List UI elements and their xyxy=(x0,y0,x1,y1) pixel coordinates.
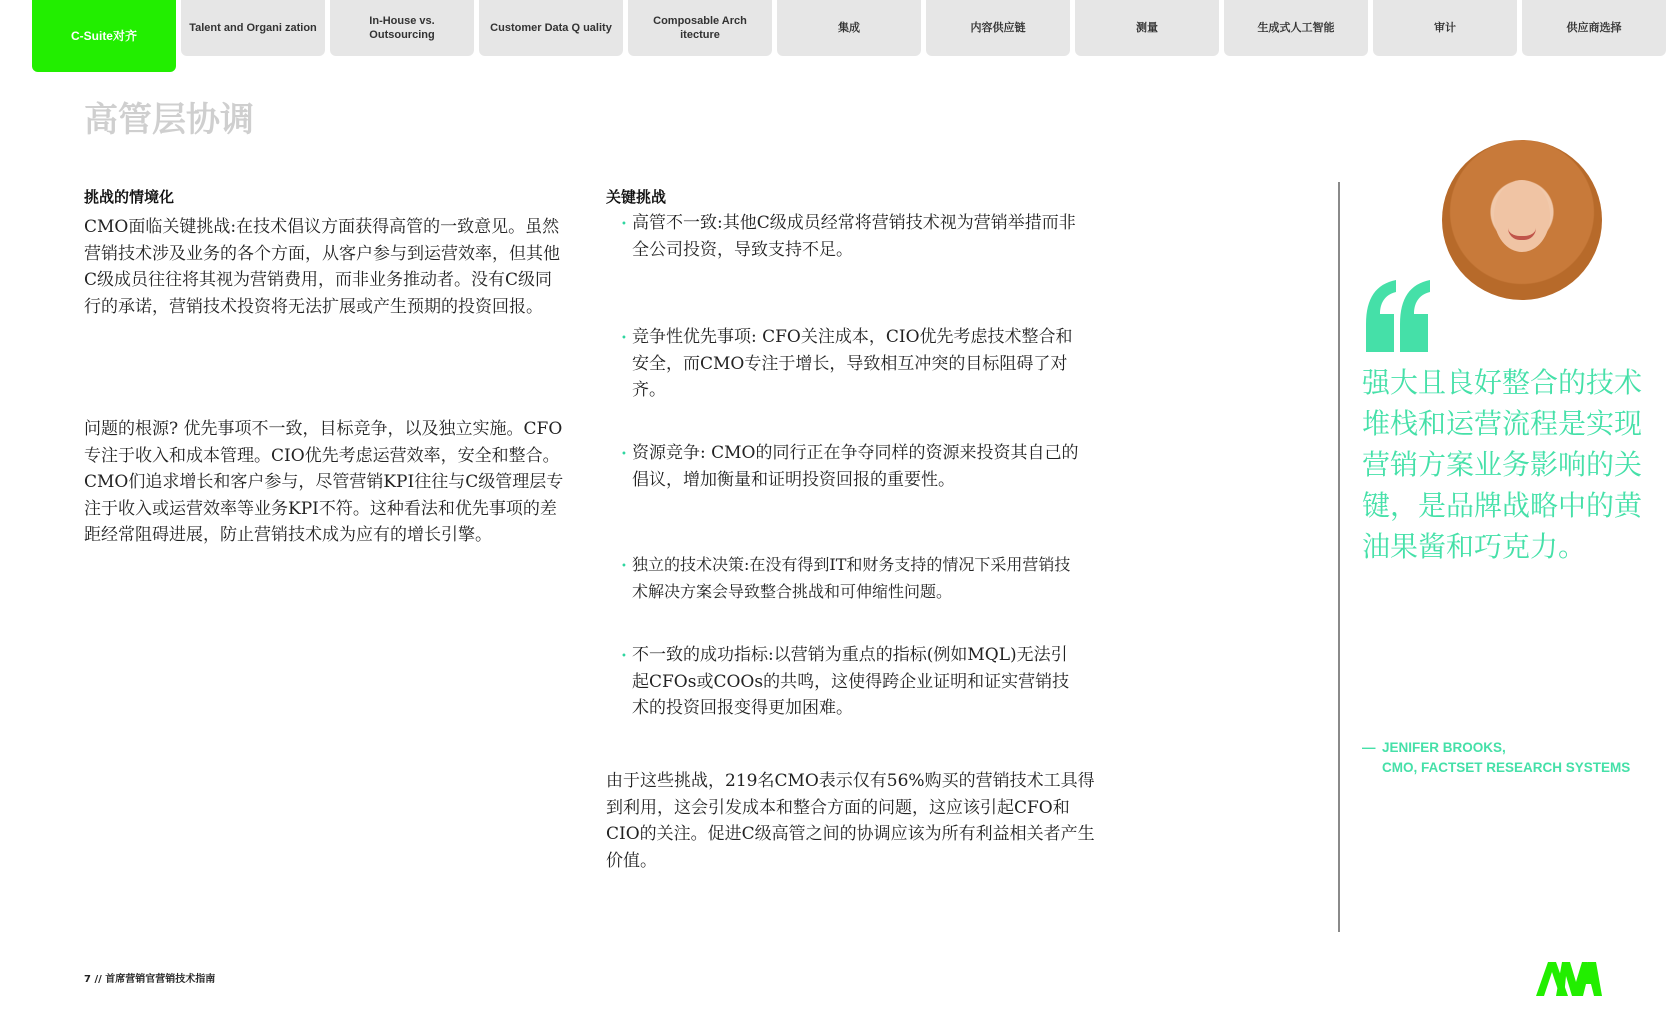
context-paragraph-2: 问题的根源? 优先事项不一致，目标竞争，以及独立实施。CFO专注于收入和成本管理。CIO优先考虑运营效率，安全和整合。 CMO们追求增长和客户参与，尽管营销KPI往往与C级管理层专注于收入或运营效率等业务KPI不符。这种看法和优先事项的差距经常阻碍进展，防止营销技术成为应有的增长引擎。 xyxy=(84,419,564,545)
quote-attribution xyxy=(1362,738,1630,778)
tab-measurement[interactable]: 测量 xyxy=(1075,0,1219,56)
tab-customer-data[interactable]: Customer Data Q uality xyxy=(479,0,623,56)
bullet-icon: • xyxy=(621,561,627,572)
tab-c-suite[interactable]: C-Suite对齐 xyxy=(32,0,176,72)
attribution-name: JENIFER BROOKS, xyxy=(1382,740,1506,755)
bullet-icon: • xyxy=(621,219,627,230)
section-tab-bar xyxy=(32,0,1654,72)
list-item: • 资源竞争: CMO的同行正在争夺同样的资源来投资其自己的倡议，增加衡量和证明投资回报的重要性。 xyxy=(621,443,1079,490)
bullet-icon: • xyxy=(621,333,627,344)
list-item: • 高管不一致:其他C级成员经常将营销技术视为营销举措而非全公司投资，导致支持不足。 xyxy=(621,213,1076,260)
tab-audit[interactable]: 审计 xyxy=(1373,0,1517,56)
page-title: 高管层协调 xyxy=(84,100,254,140)
tab-integration[interactable]: 集成 xyxy=(777,0,921,56)
list-item: • 独立的技术决策:在没有得到IT和财务支持的情况下采用营销技术解决方案会导致整合挑战和可伸缩性问题。 xyxy=(621,555,1071,601)
context-heading: 挑战的情境化 xyxy=(84,188,175,206)
list-item: • 竞争性优先事项: CFO关注成本，CIO优先考虑技术整合和安全，而CMO专注于增长，导致相互冲突的目标阻碍了对齐。 xyxy=(621,327,1073,400)
key-challenges-heading: 关键挑战 xyxy=(606,188,667,206)
tab-content-supply[interactable]: 内容供应链 xyxy=(926,0,1070,56)
avatar xyxy=(1442,140,1602,300)
tab-talent[interactable]: Talent and Organi zation xyxy=(181,0,325,56)
quote-text: 强大且良好整合的技术堆栈和运营流程是实现营销方案业务影响的关键，是品牌战略中的黄油果酱和巧克力。 xyxy=(1362,366,1643,563)
tab-composable[interactable]: Composable Arch itecture xyxy=(628,0,772,56)
context-paragraph-1: CMO面临关键挑战:在技术倡议方面获得高管的一致意见。虽然营销技术涉及业务的各个方面，从客户参与到运营效率，但其他C级成员往往将其视为营销费用，而非业务推动者。没有C级同行的承诺，营销技术投资将无法扩展或产生预期的投资回报。 xyxy=(84,217,560,317)
conclusion-paragraph: 由于这些挑战，219名CMO表示仅有56%购买的营销技术工具得到利用，这会引发成本和整合方面的问题，这应该引起CFO和CIO的关注。促进C级高管之间的协调应该为所有利益相关者产生价值。 xyxy=(606,771,1095,871)
attribution-dash: — xyxy=(1362,740,1376,755)
tab-vendor-selection[interactable]: 供应商选择 xyxy=(1522,0,1666,56)
bullet-icon: • xyxy=(621,651,627,662)
ana-logo-icon xyxy=(1536,958,1602,996)
column-divider xyxy=(1338,182,1340,932)
quote-mark-icon xyxy=(1362,276,1432,356)
attribution-title: CMO, FACTSET RESEARCH SYSTEMS xyxy=(1382,760,1631,775)
list-item: • 不一致的成功指标:以营销为重点的指标(例如MQL)无法引起CFOs或COOs的共鸣，这使得跨企业证明和证实营销技术的投资回报变得更加困难。 xyxy=(621,645,1070,718)
tab-gen-ai[interactable]: 生成式人工智能 xyxy=(1224,0,1368,56)
page-footer: 7 // 首席营销官营销技术指南 xyxy=(84,974,216,985)
bullet-icon: • xyxy=(621,449,627,460)
tab-in-house[interactable]: In-House vs. Outsourcing xyxy=(330,0,474,56)
